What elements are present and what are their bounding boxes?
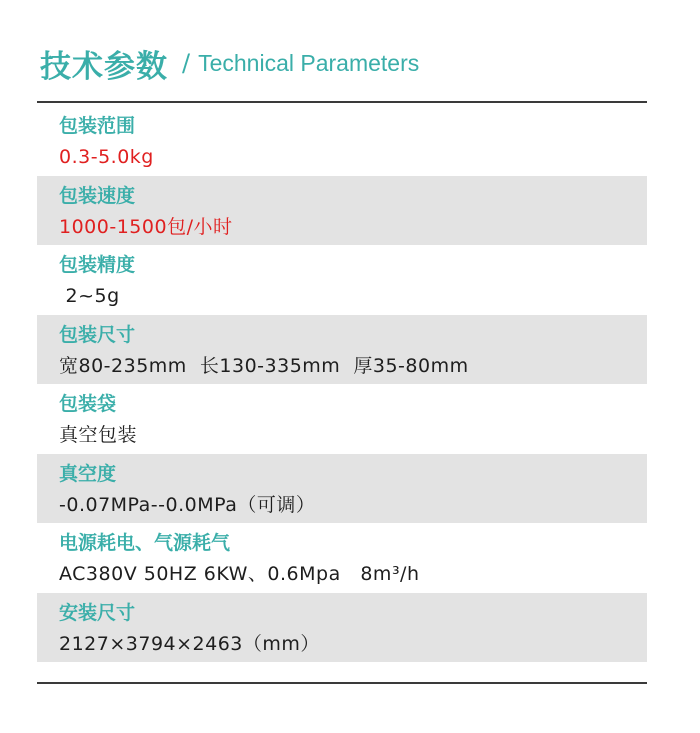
bottom-divider <box>37 682 647 684</box>
parameter-label: 包装范围 <box>59 115 136 137</box>
parameter-value: 2~5g <box>59 285 120 307</box>
parameter-row-packing-size <box>37 315 647 385</box>
title-separator: / <box>182 49 191 77</box>
parameter-label: 真空度 <box>59 462 117 485</box>
parameter-value: -0.07MPa--0.0MPa（可调） <box>59 493 316 516</box>
top-divider <box>37 101 647 103</box>
parameter-value: 1000-1500包/小时 <box>59 215 233 238</box>
page-header <box>40 38 419 88</box>
page-title-chinese: 技术参数 <box>40 48 168 85</box>
parameter-row-packing-range <box>37 106 647 176</box>
parameter-row-packing-speed <box>37 176 647 246</box>
parameter-label: 包装尺寸 <box>59 323 136 346</box>
parameter-value: AC380V 50HZ 6KW、0.6Mpa 8m³/h <box>59 563 420 585</box>
parameter-row-installation-size <box>37 593 647 663</box>
parameter-value: 2127×3794×2463（mm） <box>59 632 320 655</box>
parameter-label: 包装袋 <box>59 393 117 415</box>
parameter-label: 包装速度 <box>59 184 136 207</box>
page-title-english: Technical Parameters <box>198 49 420 76</box>
parameter-row-packing-accuracy <box>37 245 647 315</box>
parameter-table <box>37 106 647 662</box>
parameter-value: 真空包装 <box>59 424 138 446</box>
parameter-label: 安装尺寸 <box>59 601 136 624</box>
parameter-row-power-air-consumption <box>37 523 647 593</box>
parameter-row-vacuum-degree <box>37 454 647 524</box>
parameter-label: 电源耗电、气源耗气 <box>59 532 231 554</box>
parameter-label: 包装精度 <box>59 254 136 276</box>
parameter-row-packing-bag <box>37 384 647 454</box>
parameter-value: 0.3-5.0kg <box>59 146 154 168</box>
parameter-value: 宽80-235mm 长130-335mm 厚35-80mm <box>59 354 469 377</box>
